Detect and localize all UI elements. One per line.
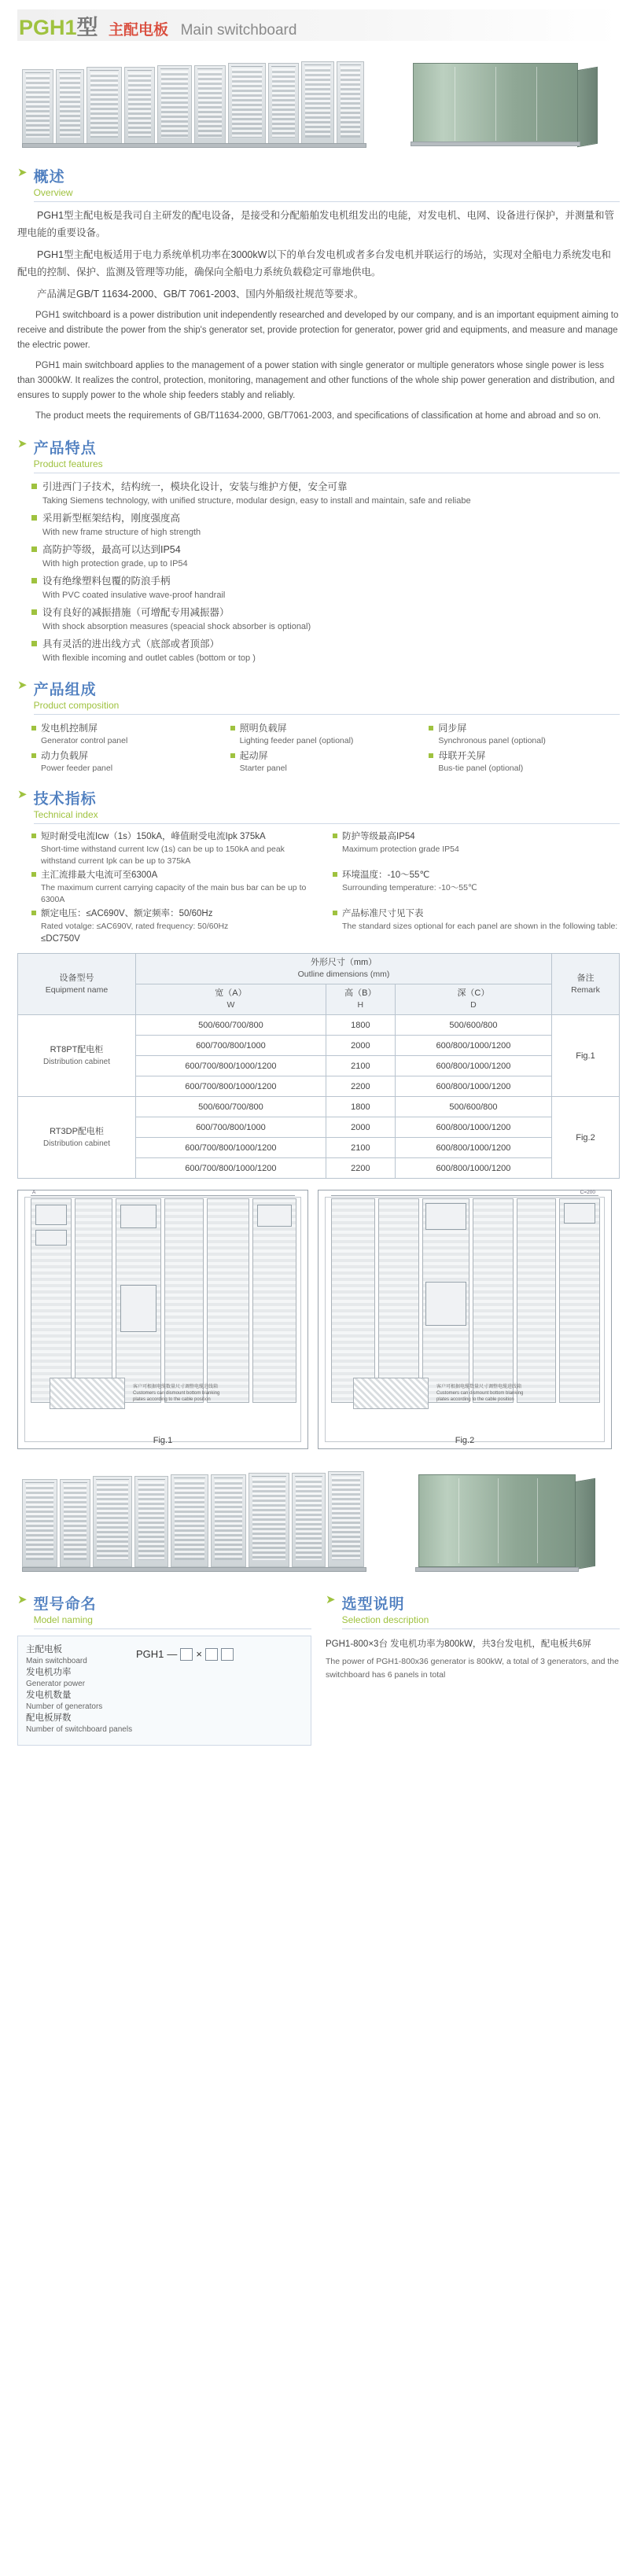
feature-item [31, 543, 620, 571]
table-cell-width: 600/700/800/1000/1200 [136, 1076, 326, 1097]
table-subheader-width-en: W [226, 1000, 235, 1010]
composition-text-cn: 起动屏 [239, 750, 268, 761]
section-technical-index [17, 787, 620, 945]
composition-item [429, 749, 620, 775]
naming-label-en: Main switchboard [26, 1657, 87, 1665]
title-band [17, 9, 620, 41]
square-bullet-icon [31, 609, 37, 615]
equipment-name-cn: RT3DP配电柜 [50, 1126, 104, 1136]
feature-text-cn: 设有良好的减振措施（可增配专用减振器） [42, 607, 230, 618]
square-bullet-icon [333, 911, 337, 915]
table-cell-remark-2: Fig.2 [552, 1097, 620, 1179]
photo-switchboard-row-2 [17, 1460, 371, 1578]
divider [34, 823, 620, 824]
photo-switchboard-row [17, 52, 371, 153]
product-title-en: Main switchboard [180, 21, 297, 39]
naming-code-line [136, 1647, 234, 1665]
feature-text-en: With PVC coated insulative wave-proof handrail [42, 591, 226, 600]
product-model: PGH1 [19, 15, 77, 39]
table-cell-height: 2100 [326, 1138, 395, 1158]
composition-title-en: Product composition [33, 700, 120, 711]
naming-title-en: Model naming [33, 1614, 93, 1625]
section-model-naming [17, 1592, 311, 1746]
table-subheader-height-en: H [357, 1000, 364, 1010]
feature-item [31, 605, 620, 634]
composition-item [429, 721, 620, 747]
section-features [17, 436, 620, 665]
feature-text-cn: 引进西门子技术，结构统一，模块化设计，安装与维护方便，安全可靠 [42, 481, 348, 492]
square-bullet-icon [429, 726, 433, 730]
square-bullet-icon [31, 515, 37, 521]
table-subheader-depth-cn: 深（C） [457, 988, 490, 998]
table-cell-remark-1: Fig.1 [552, 1015, 620, 1097]
chevron-right-icon: ➤ [17, 437, 28, 451]
technical-title-en: Technical index [33, 809, 98, 820]
feature-text-en: With high protection grade, up to IP54 [42, 559, 188, 569]
table-subheader-height [326, 984, 395, 1015]
table-cell-depth: 500/600/800 [395, 1015, 551, 1036]
chevron-right-icon: ➤ [17, 166, 28, 179]
naming-code-slot-count [205, 1648, 218, 1661]
table-cell-width: 600/700/800/1000 [136, 1117, 326, 1138]
composition-text-cn: 照明负载屏 [239, 723, 287, 734]
chevron-right-icon: ➤ [17, 679, 28, 692]
table-row [18, 1015, 620, 1036]
overview-title-cn: 概述 [33, 169, 65, 186]
table-header-equipment [18, 954, 136, 1015]
equipment-name-en: Distribution cabinet [42, 1139, 111, 1148]
naming-label-panels [26, 1713, 136, 1735]
drawing-note-en: Customers can dismount bottom blanking plates according to the cable position [436, 1391, 524, 1402]
features-list [17, 480, 620, 665]
drawing-note-fig1 [133, 1384, 227, 1403]
table-header-remark-en: Remark [571, 984, 600, 995]
table-cell-height: 1800 [326, 1015, 395, 1036]
dimensions-table [17, 953, 620, 1179]
drawing-fig2: 客户可根据电缆数量尺寸调整电缆进线箱 Customers can dismount bottom blanking plates according to the cable position C=200 Fig.2 [318, 1190, 612, 1449]
square-bullet-icon [230, 726, 235, 730]
technical-item [31, 907, 318, 945]
table-subheader-width [136, 984, 326, 1015]
feature-text-en: Taking Siemens technology, with unified structure, modular design, easy to install and maintain, safe and reliabe [42, 496, 471, 506]
technical-text-cn: 额定电压：≤AC690V、额定频率：50/60Hz [41, 909, 213, 918]
square-bullet-icon [31, 911, 36, 915]
table-cell-depth: 600/800/1000/1200 [395, 1076, 551, 1097]
table-cell-equipment-1 [18, 1015, 136, 1097]
naming-title-cn: 型号命名 [33, 1596, 97, 1613]
chevron-right-icon: ➤ [17, 788, 28, 801]
feature-text-cn: 设有绝缘塑料包覆的防浪手柄 [42, 576, 171, 587]
naming-label-cn: 主配电板 [26, 1645, 62, 1654]
table-cell-depth: 600/800/1000/1200 [395, 1117, 551, 1138]
naming-code-prefix: PGH1 [136, 1648, 164, 1660]
table-cell-depth: 500/600/800 [395, 1097, 551, 1117]
technical-text-cn: 防护等级最高IP54 [342, 832, 415, 841]
table-cell-depth: 600/800/1000/1200 [395, 1036, 551, 1056]
naming-diagram [17, 1636, 311, 1746]
table-header-remark [552, 954, 620, 1015]
table-cell-width: 500/600/700/800 [136, 1015, 326, 1036]
naming-label-main [26, 1644, 136, 1667]
naming-row-count [26, 1690, 303, 1713]
table-header-dimensions-en: Outline dimensions (mm) [297, 970, 390, 979]
divider [34, 201, 620, 202]
table-cell-width: 600/700/800/1000/1200 [136, 1138, 326, 1158]
naming-label-en: Number of switchboard panels [26, 1725, 133, 1734]
selection-title-cn: 选型说明 [341, 1596, 405, 1613]
product-title-cn: 主配电板 [109, 21, 169, 39]
table-cell-depth: 600/800/1000/1200 [395, 1138, 551, 1158]
table-header-dimensions-cn: 外形尺寸（mm） [310, 958, 377, 967]
equipment-name-en: Distribution cabinet [42, 1057, 111, 1066]
table-cell-height: 2100 [326, 1056, 395, 1076]
technical-text-cn: 环境温度：-10～55℃ [342, 870, 430, 880]
technical-item [31, 830, 318, 867]
composition-text-cn: 动力负载屏 [41, 750, 89, 761]
drawing-fig1: 客户可根据电缆数量尺寸调整电缆进线箱 Customers can dismount bottom blanking plates according to the cable position A Fig.1 [17, 1190, 308, 1449]
table-cell-height: 2000 [326, 1036, 395, 1056]
feature-item [31, 574, 620, 602]
table-cell-width: 600/700/800/1000/1200 [136, 1056, 326, 1076]
naming-dash: — [167, 1648, 178, 1660]
table-subheader-depth-en: D [470, 1000, 477, 1010]
chevron-right-icon: ➤ [326, 1593, 336, 1606]
composition-text-en: Power feeder panel [41, 764, 113, 773]
chevron-right-icon: ➤ [17, 1593, 28, 1606]
feature-text-en: With new frame structure of high strength [42, 528, 201, 537]
composition-text-en: Starter panel [239, 764, 287, 773]
technical-item [333, 869, 620, 906]
square-bullet-icon [31, 484, 37, 489]
composition-text-cn: 发电机控制屏 [41, 723, 98, 734]
naming-label-en: Generator power [26, 1680, 86, 1688]
feature-text-cn: 具有灵活的进出线方式（底部或者顶部） [42, 638, 220, 650]
composition-text-en: Lighting feeder panel (optional) [239, 736, 354, 745]
table-header-equipment-en: Equipment name [45, 984, 109, 995]
composition-text-en: Generator control panel [41, 736, 128, 745]
composition-text-cn: 母联开关屏 [438, 750, 486, 761]
divider [342, 1628, 620, 1629]
technical-text-en: Rated votalge: ≤AC690V, rated frequency: 50/60Hz [41, 922, 229, 931]
composition-text-en: Synchronous panel (optional) [438, 736, 546, 745]
table-subheader-height-cn: 高（B） [344, 988, 377, 998]
square-bullet-icon [31, 834, 36, 838]
photo-green-cabinet [379, 52, 612, 153]
naming-label-cn: 发电机功率 [26, 1668, 72, 1677]
table-header-equipment-cn: 设备型号 [59, 973, 94, 983]
technical-text-en: The standard sizes optional for each panel are shown in the following table: [342, 922, 618, 931]
table-header-row [18, 954, 620, 984]
product-type-char: 型 [76, 15, 98, 39]
selection-title-en: Selection description [341, 1614, 429, 1625]
table-cell-equipment-2 [18, 1097, 136, 1179]
table-cell-height: 2200 [326, 1076, 395, 1097]
composition-text-cn: 同步屏 [438, 723, 467, 734]
product-photos [17, 52, 620, 153]
naming-label-en: Number of generators [26, 1702, 103, 1711]
square-bullet-icon [31, 578, 37, 583]
feature-item [31, 511, 620, 539]
naming-label-cn: 发电机数量 [26, 1691, 72, 1700]
table-subheader-depth [395, 984, 551, 1015]
technical-text-en: The maximum current carrying capacity of the main bus bar can be up to 6300A [41, 883, 307, 904]
table-cell-depth: 600/800/1000/1200 [395, 1158, 551, 1179]
divider [34, 714, 620, 715]
technical-text-cn: 短时耐受电流Icw（1s）150kA，峰值耐受电流Ipk 375kA [41, 832, 266, 841]
technical-text-cn: 产品标准尺寸见下表 [342, 909, 424, 918]
bottom-photos [17, 1460, 620, 1578]
technical-item [333, 830, 620, 867]
overview-paragraph-en-2: PGH1 main switchboard applies to the management of a power station with single generator or multiple generators whose single power is less than 3000kW. It realizes the control, protection, monitoring, management and other functions of the whole ship power generation and distribution, and ensures to supply power to the whole ship feeders stably and reliably. [17, 361, 615, 400]
table-cell-height: 2000 [326, 1117, 395, 1138]
overview-paragraph-cn-3: 产品满足GB/T 11634-2000、GB/T 7061-2003、国内外船级社规范等要求。 [37, 289, 364, 300]
technical-grid [17, 830, 620, 945]
naming-code-slot-panels [221, 1648, 234, 1661]
composition-item [31, 721, 223, 747]
technical-text-en: Short-time withstand current Icw (1s) can be up to 150kA and peak withstand current Ipk can be up to 375kA [41, 845, 285, 866]
feature-text-cn: 高防护等级，最高可以达到IP54 [42, 544, 181, 555]
composition-item [230, 721, 422, 747]
feature-text-cn: 采用新型框架结构，刚度强度高 [42, 513, 181, 524]
fig2-label: Fig.2 [455, 1436, 475, 1445]
square-bullet-icon [429, 753, 433, 758]
square-bullet-icon [333, 872, 337, 877]
divider [34, 1628, 311, 1629]
table-row [18, 1097, 620, 1117]
technical-item [333, 907, 620, 945]
feature-text-en: With flexible incoming and outlet cables (bottom or top ) [42, 653, 256, 663]
feature-item [31, 480, 620, 508]
features-title-en: Product features [33, 458, 103, 469]
drawing-note-fig2 [436, 1384, 531, 1403]
overview-title-en: Overview [33, 187, 73, 198]
page-title [19, 10, 296, 41]
section-selection [326, 1592, 620, 1746]
square-bullet-icon [31, 726, 36, 730]
table-cell-width: 600/700/800/1000/1200 [136, 1158, 326, 1179]
naming-label-power [26, 1667, 136, 1690]
composition-item [230, 749, 422, 775]
naming-label-cn: 配电板屏数 [26, 1713, 72, 1723]
square-bullet-icon [31, 753, 36, 758]
naming-code-slot-power [180, 1648, 193, 1661]
drawing-note-cn: 客户可根据电缆数量尺寸调整电缆进线箱 [133, 1385, 219, 1389]
technical-text-cn: 主汇流排最大电流可至6300A [41, 870, 158, 880]
selection-text-cn: PGH1-800×3台 发电机功率为800kW，共3台发电机，配电板共6屏 [326, 1639, 591, 1649]
page-header [17, 0, 620, 44]
table-subheader-width-cn: 宽（A） [215, 988, 247, 998]
composition-item [31, 749, 223, 775]
drawing-note-cn: 客户可根据电缆数量尺寸调整电缆进线箱 [436, 1385, 522, 1389]
table-cell-height: 1800 [326, 1097, 395, 1117]
square-bullet-icon [31, 872, 36, 877]
composition-title-cn: 产品组成 [33, 682, 97, 698]
square-bullet-icon [31, 546, 37, 552]
technical-drawings [17, 1190, 620, 1449]
naming-row-panels [26, 1713, 303, 1735]
technical-title-cn: 技术指标 [33, 791, 97, 808]
table-cell-height: 2200 [326, 1158, 395, 1179]
drawing-note-en: Customers can dismount bottom blanking plates according to the cable position [133, 1391, 220, 1402]
table-cell-width: 600/700/800/1000 [136, 1036, 326, 1056]
selection-text-en: The power of PGH1-800x36 generator is 800kW, a total of 3 generators, and the switchboard has 6 panels in total [326, 1657, 619, 1680]
equipment-name-cn: RT8PT配电柜 [50, 1044, 104, 1054]
overview-paragraph-cn-2: PGH1型主配电板适用于电力系统单机功率在3000kW以下的单台发电机或者多台发电机并联运行的场站，实现对全船电力系统发电和配电的控制、保护、监测及管理等功能，确保向全船电力系统负载稳定可靠地供电。 [17, 249, 611, 278]
technical-item [31, 869, 318, 906]
technical-text-en: Surrounding temperature: -10～55℃ [342, 883, 477, 892]
naming-row-main [26, 1644, 303, 1667]
overview-paragraph-en-3: The product meets the requirements of GB/T11634-2000, GB/T7061-2003, and specifications of classification at home and abroad and so on. [35, 411, 601, 421]
naming-label-count [26, 1690, 136, 1713]
features-title-cn: 产品特点 [33, 440, 97, 457]
naming-times: × [196, 1648, 202, 1660]
square-bullet-icon [333, 834, 337, 838]
bottom-sections [17, 1592, 620, 1746]
overview-paragraph-en-1: PGH1 switchboard is a power distribution unit independently researched and developed by our company, and is an important equipment aiming to receive and distribute the power from the ship's generator set, provide protection for generator, power grid and equipments, and measure and manage the electric power. [17, 311, 619, 350]
square-bullet-icon [31, 641, 37, 646]
fig1-label: Fig.1 [153, 1436, 173, 1445]
composition-grid [17, 721, 620, 775]
technical-text-sub: ≤DC750V [41, 934, 80, 944]
photo-green-cabinet-2 [381, 1460, 613, 1578]
table-header-remark-cn: 备注 [576, 973, 595, 983]
table-cell-width: 500/600/700/800 [136, 1097, 326, 1117]
overview-paragraph-cn-1: PGH1型主配电板是我司自主研发的配电设备，是接受和分配船舶发电机组发出的电能，对发电机、电网、设备进行保护，并测量和管理电能的重要设备。 [17, 210, 615, 238]
composition-text-en: Bus-tie panel (optional) [438, 764, 524, 773]
technical-text-en: Maximum protection grade IP54 [342, 845, 459, 854]
selection-body [326, 1637, 620, 1682]
section-composition [17, 678, 620, 775]
feature-item [31, 637, 620, 665]
table-header-dimensions [136, 954, 552, 984]
section-overview [17, 165, 620, 424]
table-cell-depth: 600/800/1000/1200 [395, 1056, 551, 1076]
feature-text-en: With shock absorption measures (speacial shock absorber is optional) [42, 622, 311, 631]
naming-row-power [26, 1667, 303, 1690]
square-bullet-icon [230, 753, 235, 758]
